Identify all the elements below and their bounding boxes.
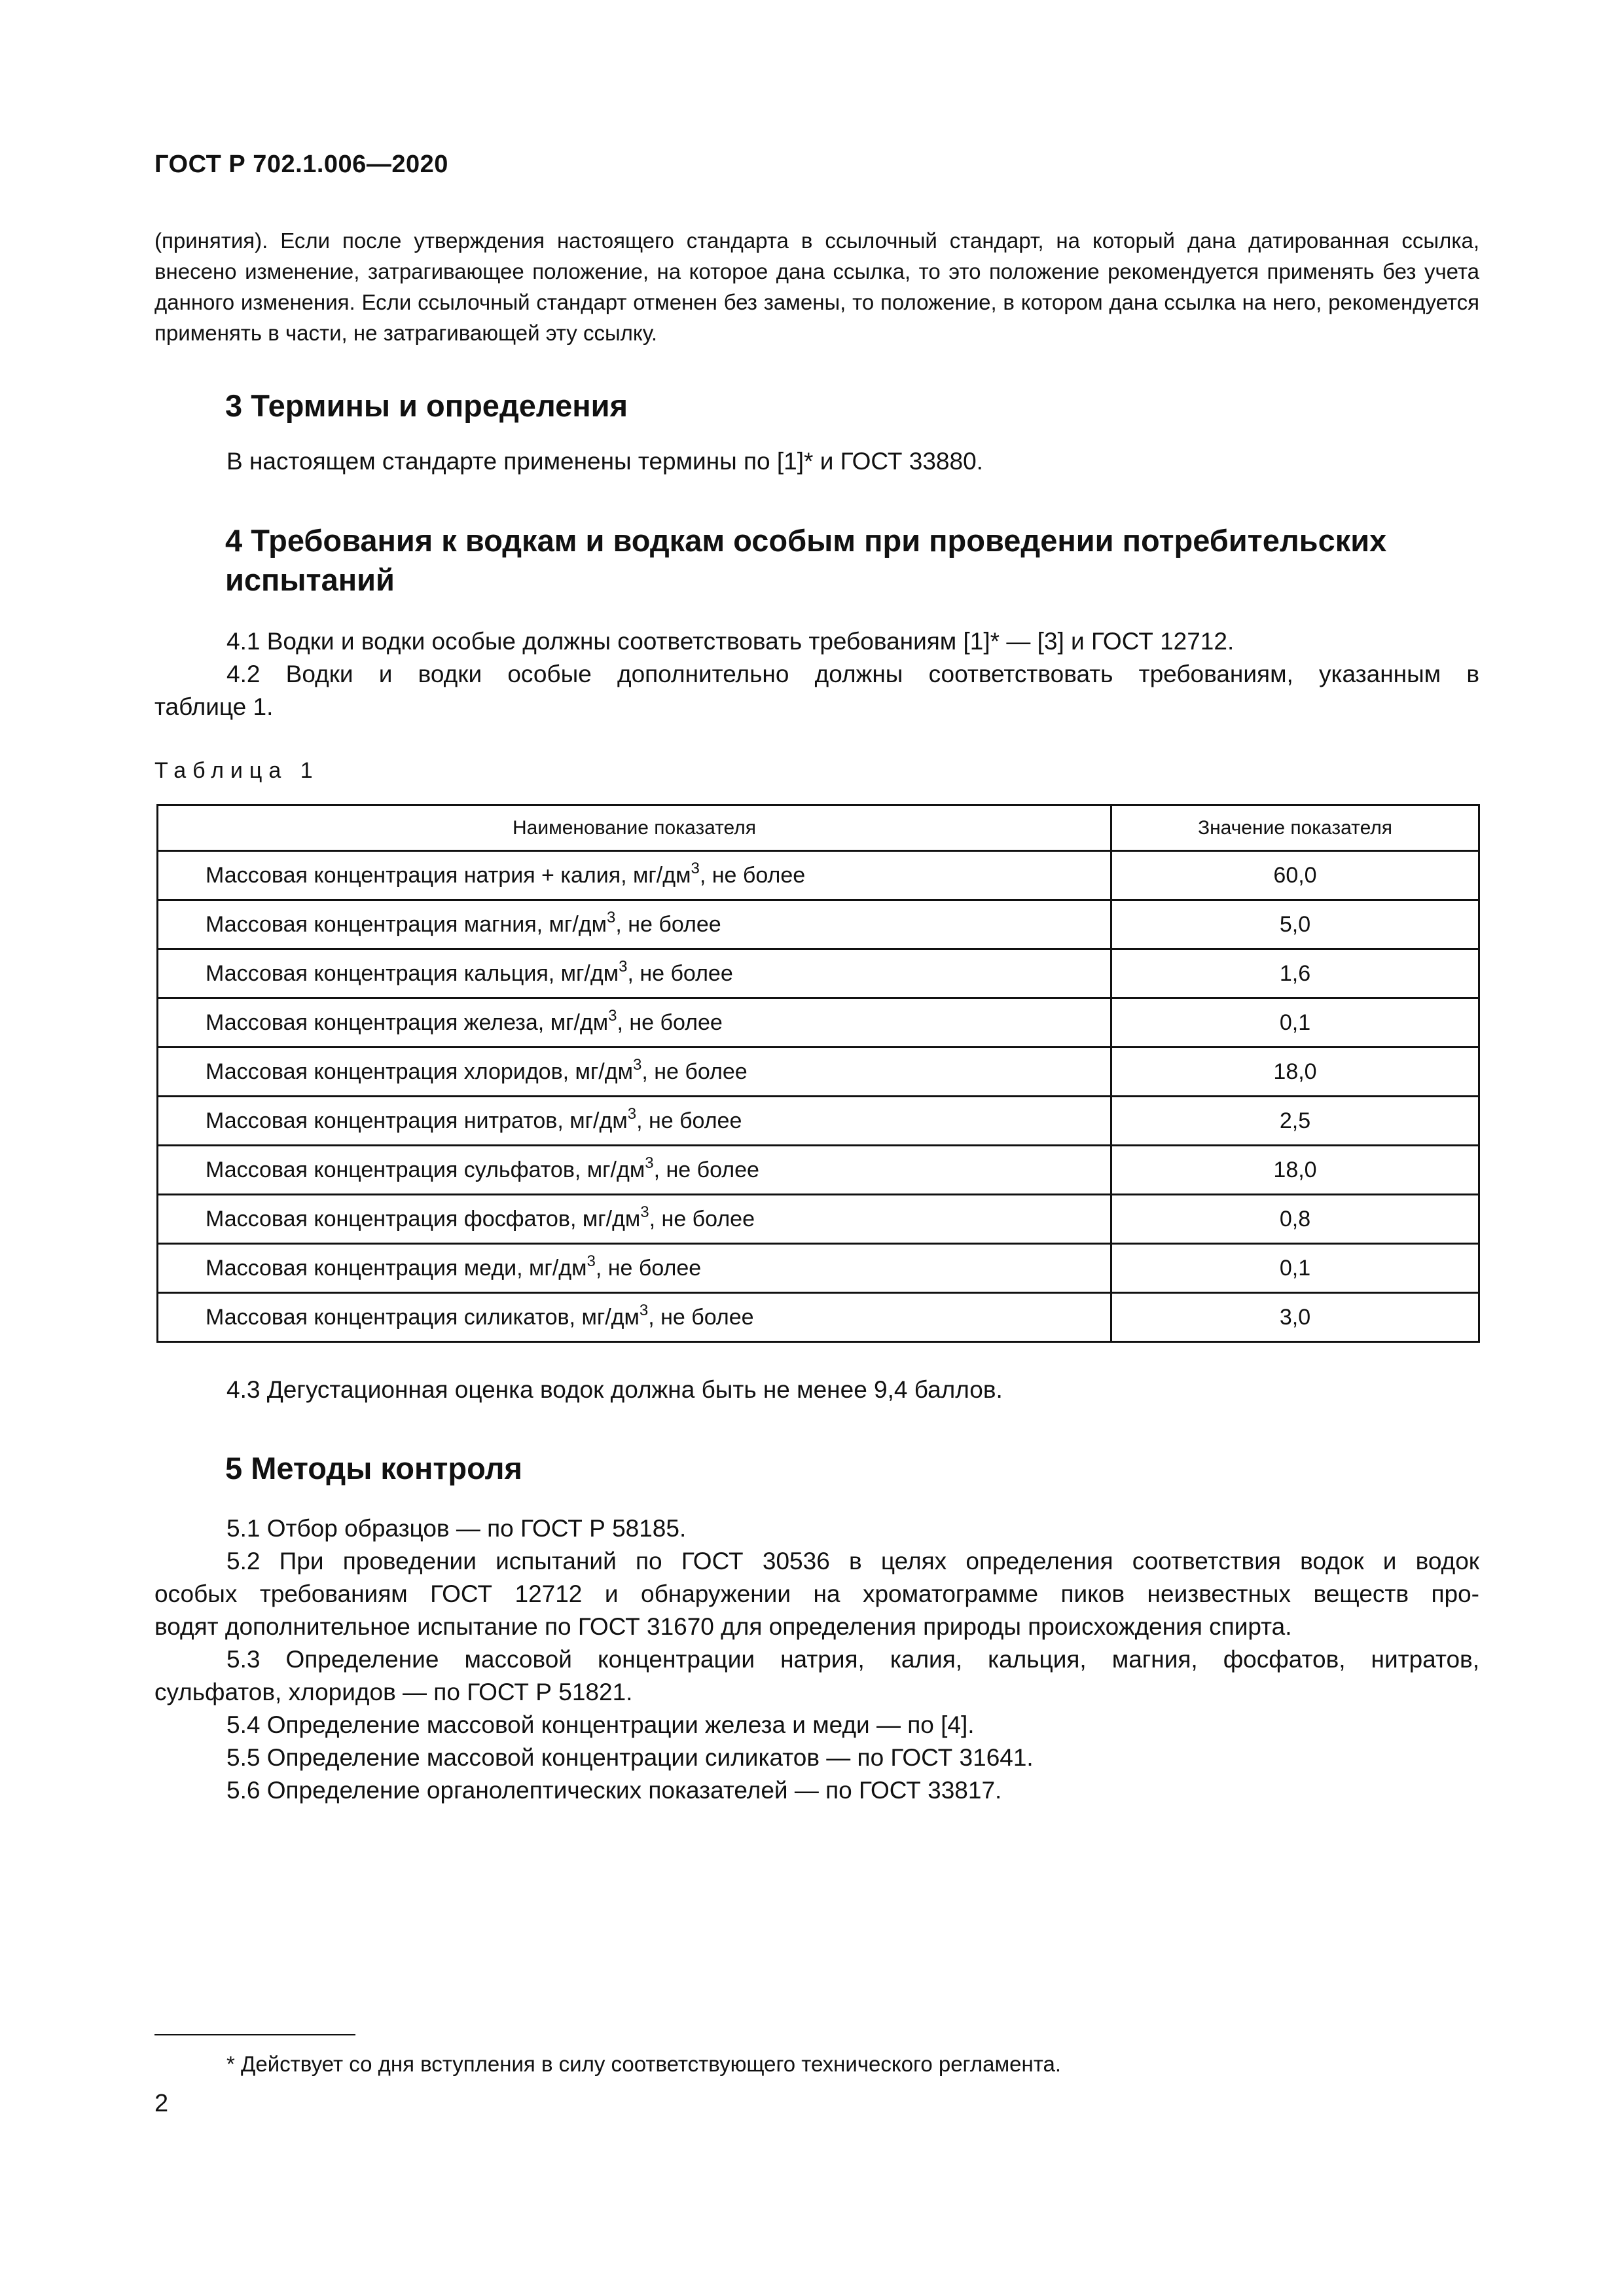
- unit-exponent: 3: [627, 1104, 637, 1123]
- unit-exponent: 3: [608, 1006, 617, 1025]
- table-caption: Таблица 1: [154, 758, 319, 783]
- header-indicator-value: Значение показателя: [1111, 805, 1479, 851]
- unit-exponent: 3: [639, 1301, 649, 1319]
- indicator-name: Массовая концентрация нитратов, мг/дм: [206, 1108, 628, 1133]
- indicator-name-cell: [158, 1195, 1111, 1244]
- unit-exponent: 3: [606, 908, 616, 926]
- unit-exponent: 3: [619, 957, 628, 975]
- indicator-name-cell: [158, 998, 1111, 1048]
- indicator-name: Массовая концентрация кальция, мг/дм: [206, 960, 619, 986]
- table-row: [158, 949, 1479, 998]
- section-3-heading: 3 Термины и определения: [225, 388, 628, 423]
- unit-exponent: 3: [691, 859, 700, 877]
- indicator-name: Массовая концентрация магния, мг/дм: [206, 911, 607, 937]
- page-number: 2: [154, 2090, 169, 2117]
- section-4-heading-line2: испытаний: [225, 562, 395, 597]
- clause-4-2-line1: 4.2 Водки и водки особые дополнительно должны соответствовать требованиям, указанным в: [226, 661, 1479, 687]
- section-3-text: В настоящем стандарте применены термины по [1]* и ГОСТ 33880.: [226, 448, 983, 475]
- section-5-heading: 5 Методы контроля: [225, 1451, 522, 1485]
- indicator-value: 60,0: [1111, 851, 1479, 900]
- table-row: [158, 1293, 1479, 1342]
- indicator-limit-suffix: , не более: [648, 1304, 754, 1330]
- indicator-name-cell: [158, 1293, 1111, 1342]
- clause-4-3: 4.3 Дегустационная оценка водок должна быть не менее 9,4 баллов.: [226, 1376, 1003, 1403]
- table-row: [158, 1097, 1479, 1146]
- table-row: [158, 1244, 1479, 1293]
- indicator-value: 3,0: [1111, 1293, 1479, 1342]
- clause-4-2-line2: таблице 1.: [154, 693, 274, 720]
- indicator-value: 0,8: [1111, 1195, 1479, 1244]
- clause-5-5: 5.5 Определение массовой концентрации силикатов — по ГОСТ 31641.: [226, 1744, 1034, 1771]
- indicator-name: Массовая концентрация силикатов, мг/дм: [206, 1304, 640, 1330]
- clause-5-3-line2: сульфатов, хлоридов — по ГОСТ Р 51821.: [154, 1679, 633, 1705]
- indicator-name: Массовая концентрация железа, мг/дм: [206, 1010, 609, 1035]
- table-row: [158, 851, 1479, 900]
- indicator-limit-suffix: , не более: [617, 1010, 723, 1035]
- header-indicator-name: Наименование показателя: [158, 805, 1111, 851]
- table-row: [158, 998, 1479, 1048]
- indicator-value: 2,5: [1111, 1097, 1479, 1146]
- clause-5-6: 5.6 Определение органолептических показателей — по ГОСТ 33817.: [226, 1777, 1002, 1804]
- unit-exponent: 3: [640, 1203, 649, 1221]
- unit-exponent: 3: [586, 1252, 596, 1270]
- indicator-limit-suffix: , не более: [649, 1206, 755, 1231]
- indicator-limit-suffix: , не более: [595, 1255, 702, 1281]
- table-header-row: [158, 805, 1479, 851]
- indicator-limit-suffix: , не более: [653, 1157, 759, 1182]
- indicator-value: 0,1: [1111, 998, 1479, 1048]
- indicator-limit-suffix: , не более: [699, 862, 806, 888]
- indicator-name-cell: [158, 1244, 1111, 1293]
- section-4-heading-line1: 4 Требования к водкам и водкам особым при проведении потребительских: [225, 523, 1387, 558]
- indicator-limit-suffix: , не более: [636, 1108, 742, 1133]
- table-row: [158, 1146, 1479, 1195]
- intro-paragraph: (принятия). Если после утверждения настоящего стандарта в ссылочный стандарт, на который дана датированная ссылка, внесено изменение, затрагивающее положение, на которое дана ссылка, то это положение рекомендуется применять без учета данного изменения. Если ссылочный стандарт отменен без замены, то положение, в котором дана ссылка на него, рекомендуется применять в части, не затрагивающей эту ссылку.: [154, 228, 1479, 345]
- table-row: [158, 1195, 1479, 1244]
- clause-5-1: 5.1 Отбор образцов — по ГОСТ Р 58185.: [226, 1515, 687, 1542]
- indicator-name: Массовая концентрация натрия + калия, мг/дм: [206, 862, 691, 888]
- table-row: [158, 900, 1479, 949]
- table-row: [158, 1048, 1479, 1097]
- indicator-name-cell: [158, 949, 1111, 998]
- indicator-value: 0,1: [1111, 1244, 1479, 1293]
- requirements-table: [156, 804, 1480, 1343]
- indicator-name: Массовая концентрация фосфатов, мг/дм: [206, 1206, 641, 1231]
- indicator-limit-suffix: , не более: [641, 1059, 748, 1084]
- indicator-name-cell: [158, 1048, 1111, 1097]
- indicator-value: 18,0: [1111, 1048, 1479, 1097]
- unit-exponent: 3: [632, 1055, 642, 1074]
- indicator-name-cell: [158, 851, 1111, 900]
- indicator-name: Массовая концентрация хлоридов, мг/дм: [206, 1059, 633, 1084]
- indicator-name: Массовая концентрация сульфатов, мг/дм: [206, 1157, 645, 1182]
- indicator-limit-suffix: , не более: [615, 911, 721, 937]
- clause-5-4: 5.4 Определение массовой концентрации железа и меди — по [4].: [226, 1711, 975, 1738]
- document-header: ГОСТ Р 702.1.006—2020: [154, 151, 448, 178]
- unit-exponent: 3: [645, 1154, 654, 1172]
- footnote-divider: [154, 2034, 355, 2035]
- indicator-limit-suffix: , не более: [627, 960, 733, 986]
- indicator-name: Массовая концентрация меди, мг/дм: [206, 1255, 587, 1281]
- footnote: * Действует со дня вступления в силу соответствующего технического регламента.: [226, 2052, 1062, 2076]
- indicator-value: 18,0: [1111, 1146, 1479, 1195]
- clause-5-2-line2: особых требованиям ГОСТ 12712 и обнаружении на хроматограмме пиков неизвестных веществ про-: [154, 1580, 1479, 1607]
- clause-4-1: 4.1 Водки и водки особые должны соответствовать требованиям [1]* — [3] и ГОСТ 12712.: [226, 628, 1235, 655]
- clause-5-3-line1: 5.3 Определение массовой концентрации натрия, калия, кальция, магния, фосфатов, нитратов,: [226, 1646, 1479, 1673]
- indicator-name-cell: [158, 900, 1111, 949]
- clause-5-2-line3: водят дополнительное испытание по ГОСТ 31670 для определения природы происхождения спирта.: [154, 1613, 1292, 1640]
- indicator-value: 5,0: [1111, 900, 1479, 949]
- clause-5-2-line1: 5.2 При проведении испытаний по ГОСТ 30536 в целях определения соответствия водок и водок: [226, 1548, 1479, 1575]
- indicator-name-cell: [158, 1146, 1111, 1195]
- indicator-value: 1,6: [1111, 949, 1479, 998]
- indicator-name-cell: [158, 1097, 1111, 1146]
